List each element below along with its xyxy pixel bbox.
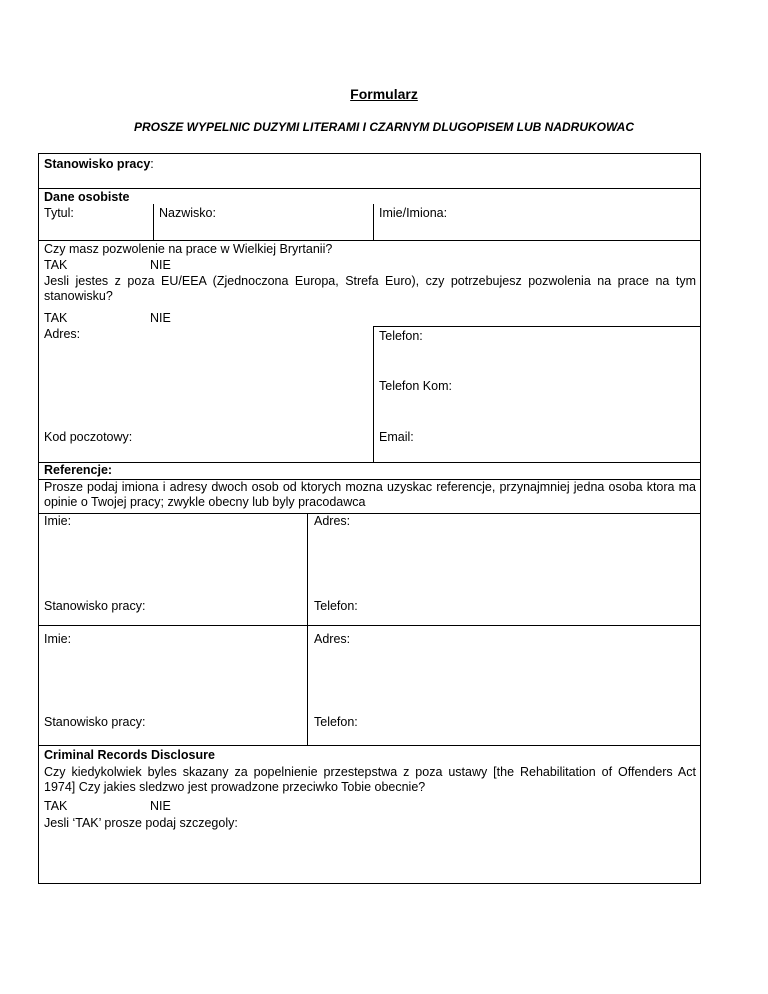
- job-position-field[interactable]: [44, 157, 154, 172]
- divider: [307, 513, 308, 745]
- permit-no-option[interactable]: NIE: [150, 258, 171, 272]
- criminal-details-label[interactable]: Jesli ‘TAK’ prosze podaj szczegoly:: [44, 816, 238, 830]
- divider: [39, 462, 700, 463]
- address-field-label[interactable]: Adres:: [44, 327, 81, 341]
- divider: [39, 513, 700, 514]
- reference2-phone-label[interactable]: Telefon:: [314, 715, 358, 729]
- eu-permit-no-option[interactable]: NIE: [150, 311, 171, 325]
- reference1-address-label[interactable]: Adres:: [314, 514, 351, 528]
- reference1-name-label[interactable]: Imie:: [44, 514, 72, 528]
- postcode-field-label[interactable]: Kod poczotowy:: [44, 430, 133, 444]
- eu-permit-yes-option[interactable]: TAK: [44, 311, 68, 325]
- form-title: Formularz: [350, 86, 418, 102]
- references-heading: Referencje:: [44, 463, 113, 477]
- surname-field-label[interactable]: Nazwisko:: [159, 206, 216, 220]
- application-form: [38, 153, 701, 884]
- job-position-colon: :: [150, 157, 154, 171]
- criminal-yes-option[interactable]: TAK: [44, 799, 68, 813]
- reference1-position-label[interactable]: Stanowisko pracy:: [44, 599, 146, 613]
- divider: [373, 204, 374, 240]
- references-description: Prosze podaj imiona i adresy dwoch osob od ktorych mozna uzyskac referencje, przynajmniej jedna osoba ktora ma opinie o Twojej pracy; zwykle obecny lub byly pracodawca: [44, 480, 696, 509]
- reference2-name-label[interactable]: Imie:: [44, 632, 72, 646]
- divider: [373, 326, 700, 327]
- mobile-field-label[interactable]: Telefon Kom:: [379, 379, 452, 393]
- form-instruction: PROSZE WYPELNIC DUZYMI LITERAMI I CZARNYM DLUGOPISEM LUB NADRUKOWAC: [134, 120, 634, 134]
- email-field-label[interactable]: Email:: [379, 430, 414, 444]
- divider: [39, 240, 700, 241]
- divider: [39, 625, 700, 626]
- divider: [153, 204, 154, 240]
- permit-yes-option[interactable]: TAK: [44, 258, 68, 272]
- divider: [39, 745, 700, 746]
- work-permit-question: Czy masz pozwolenie na prace w Wielkiej Bryrtanii?: [44, 242, 333, 256]
- personal-data-heading: Dane osobiste: [44, 190, 130, 204]
- reference1-phone-label[interactable]: Telefon:: [314, 599, 358, 613]
- firstname-field-label[interactable]: Imie/Imiona:: [379, 206, 448, 220]
- job-position-label: Stanowisko pracy: [44, 157, 151, 171]
- reference2-position-label[interactable]: Stanowisko pracy:: [44, 715, 146, 729]
- eu-permit-question: Jesli jestes z poza EU/EEA (Zjednoczona Europa, Strefa Euro), czy potrzebujesz pozwolenia na prace na tym stanowisku?: [44, 274, 696, 303]
- reference2-address-label[interactable]: Adres:: [314, 632, 351, 646]
- phone-field-label[interactable]: Telefon:: [379, 329, 423, 343]
- divider: [39, 188, 700, 189]
- divider: [373, 326, 374, 462]
- criminal-records-heading: Criminal Records Disclosure: [44, 748, 215, 762]
- criminal-no-option[interactable]: NIE: [150, 799, 171, 813]
- criminal-records-question: Czy kiedykolwiek byles skazany za popelnienie przestepstwa z poza ustawy [the Rehabilitation of Offenders Act 1974] Czy jakies sledzwo jest prowadzone przeciwko Tobie obecnie?: [44, 765, 696, 794]
- title-field-label[interactable]: Tytul:: [44, 206, 74, 220]
